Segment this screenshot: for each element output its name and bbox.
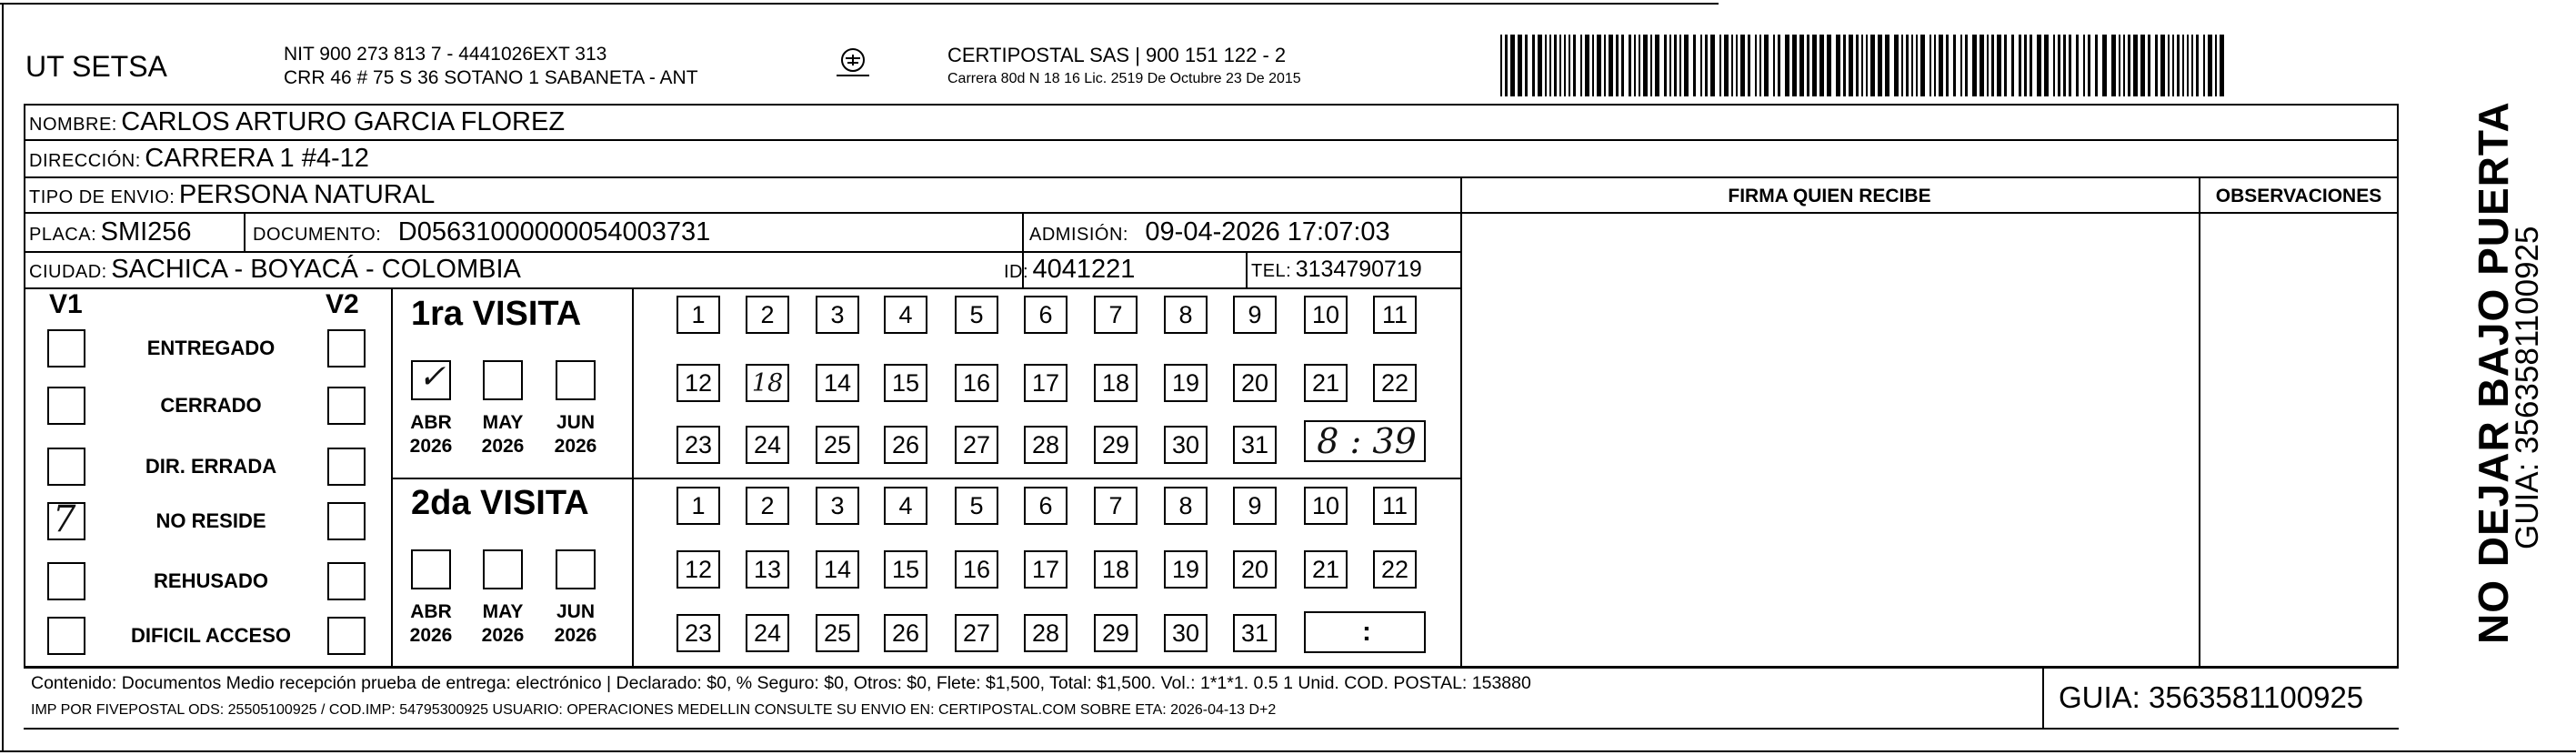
month-year: 2026	[481, 436, 525, 457]
day-box[interactable]: 14	[816, 364, 859, 402]
month-year: 2026	[409, 436, 453, 457]
month-label	[546, 411, 605, 458]
top-rule	[0, 3, 1719, 5]
day-box[interactable]: 11	[1373, 296, 1417, 334]
month-name: ABR	[410, 412, 452, 433]
license-line: Carrera 80d N 18 16 Lic. 2519 De Octubre 23 De 2015	[947, 71, 1301, 86]
day-box[interactable]: 1	[677, 487, 720, 525]
month-name: JUN	[556, 601, 595, 622]
carrier-line: CERTIPOSTAL SAS | 900 151 122 - 2	[947, 44, 1287, 66]
left-rule	[2, 3, 4, 750]
second-time-value: :	[1362, 617, 1371, 647]
day-box[interactable]: 12	[677, 550, 720, 589]
month-year: 2026	[409, 625, 453, 646]
v2-checkbox[interactable]	[327, 562, 366, 600]
day-box[interactable]: 16	[955, 364, 998, 402]
direccion-label: DIRECCIÓN:	[29, 151, 141, 171]
day-box[interactable]: 10	[1304, 296, 1348, 334]
day-box[interactable]: 6	[1024, 487, 1067, 525]
day-box[interactable]: 29	[1094, 426, 1138, 464]
id-label: ID:	[1004, 262, 1029, 282]
day-box[interactable]: 7	[1094, 296, 1138, 334]
side-guia-text: GUIA: 3563581100925	[2510, 226, 2545, 549]
day-box[interactable]: 17	[1024, 364, 1067, 402]
status-label: ENTREGADO	[146, 337, 276, 359]
v1-checkbox[interactable]	[47, 448, 85, 486]
month-year: 2026	[481, 625, 525, 646]
month-checkbox[interactable]	[411, 360, 451, 400]
day-box[interactable]: 4	[884, 296, 927, 334]
day-box[interactable]: 1	[677, 296, 720, 334]
month-year: 2026	[554, 436, 597, 457]
v2-checkbox[interactable]	[327, 448, 366, 486]
footer-divider	[2042, 667, 2044, 728]
day-box[interactable]: 26	[884, 426, 927, 464]
firma-header: FIRMA QUIEN RECIBE	[1728, 186, 1931, 206]
row-line-4	[24, 251, 1460, 253]
month-name: ABR	[410, 601, 452, 622]
month-checkbox[interactable]	[556, 360, 596, 400]
day-box[interactable]: 15	[884, 364, 927, 402]
day-box[interactable]: 4	[884, 487, 927, 525]
day-box[interactable]: 9	[1233, 296, 1277, 334]
day-box[interactable]: 29	[1094, 614, 1138, 652]
placa-value: SMI256	[100, 217, 192, 247]
day-box[interactable]: 6	[1024, 296, 1067, 334]
day-box[interactable]: 24	[746, 426, 789, 464]
row-line-1	[24, 139, 2399, 141]
day-box[interactable]: 23	[677, 614, 720, 652]
observaciones-header: OBSERVACIONES	[2215, 186, 2382, 206]
nombre-label: NOMBRE:	[29, 115, 117, 135]
day-box[interactable]: 25	[816, 426, 859, 464]
company-name: UT SETSA	[25, 50, 167, 83]
day-box[interactable]: 13	[746, 550, 789, 589]
v1-checkbox[interactable]	[47, 387, 85, 425]
firma-header-line	[1460, 212, 2399, 214]
day-box[interactable]: 22	[1373, 364, 1417, 402]
status-label: DIR. ERRADA	[145, 455, 277, 478]
day-box[interactable]: 7	[1094, 487, 1138, 525]
day-box[interactable]: 12	[677, 364, 720, 402]
documento-value: D05631000000054003731	[397, 217, 711, 247]
tipo-label: TIPO DE ENVIO:	[29, 187, 175, 207]
bottom-rule	[0, 750, 2576, 752]
side-guia	[2470, 149, 2545, 549]
status-label: REHUSADO	[154, 569, 268, 592]
footer-imp: IMP POR FIVEPOSTAL ODS: 25505100925 / COD.IMP: 54795300925 USUARIO: OPERACIONES MEDELLIN CONSULTE SU ENVIO EN: CERTIPOSTAL.COM SOBRE ETA: 2026-04-13 D+2	[31, 702, 1277, 718]
barcode	[1498, 33, 2228, 98]
first-time-box[interactable]	[1304, 420, 1426, 462]
documento-label: DOCUMENTO:	[253, 225, 382, 245]
ciudad-label: CIUDAD:	[29, 262, 107, 282]
month-label	[402, 600, 460, 648]
day-box[interactable]: 11	[1373, 487, 1417, 525]
day-box[interactable]: 28	[1024, 426, 1067, 464]
day-box[interactable]: 21	[1304, 550, 1348, 589]
footer-bottom-line	[24, 728, 2399, 730]
month-name: JUN	[556, 412, 595, 433]
day-box[interactable]: 3	[816, 487, 859, 525]
month-label	[474, 411, 532, 458]
day-box[interactable]: 27	[955, 426, 998, 464]
first-visit-title: 1ra VISITA	[411, 295, 582, 333]
v1-checkbox[interactable]	[47, 498, 85, 540]
day-box[interactable]: 31	[1233, 614, 1277, 652]
tipo-value: PERSONA NATURAL	[178, 180, 436, 209]
month-checkbox[interactable]	[483, 360, 523, 400]
month-checkbox[interactable]	[483, 549, 523, 589]
day-box[interactable]: 8	[1164, 296, 1208, 334]
v2-checkbox[interactable]	[327, 502, 366, 540]
day-box[interactable]: 2	[746, 296, 789, 334]
address-line: CRR 46 # 75 S 36 SOTANO 1 SABANETA - ANT	[284, 67, 698, 88]
day-box[interactable]: 2	[746, 487, 789, 525]
placa-label: PLACA:	[29, 225, 97, 245]
day-box[interactable]: 31	[1233, 426, 1277, 464]
month-check-mark: ✓	[418, 358, 446, 396]
day-box[interactable]: 20	[1233, 364, 1277, 402]
month-year: 2026	[554, 625, 597, 646]
placa-divider	[244, 212, 246, 251]
day-box[interactable]: 30	[1164, 426, 1208, 464]
tel-value: 3134790719	[1295, 257, 1422, 282]
second-visit-title: 2da VISITA	[411, 484, 589, 522]
day-box[interactable]: 18	[746, 364, 789, 402]
certipostal-logo	[835, 45, 871, 82]
col-obs-left	[2199, 176, 2200, 667]
status-label: DIFICIL ACCESO	[130, 624, 291, 647]
month-label	[402, 411, 460, 458]
day-box[interactable]: 17	[1024, 550, 1067, 589]
month-label	[546, 600, 605, 648]
day-box[interactable]: 9	[1233, 487, 1277, 525]
day-box[interactable]: 14	[816, 550, 859, 589]
row-line-2	[24, 176, 2399, 178]
side-warning	[2412, 101, 2517, 644]
nit-line: NIT 900 273 813 7 - 4441026EXT 313	[284, 44, 607, 65]
day-box[interactable]: 21	[1304, 364, 1348, 402]
admision-label: ADMISIÓN:	[1029, 225, 1128, 245]
status-label: NO RESIDE	[155, 509, 266, 532]
day-box[interactable]: 18	[1094, 364, 1138, 402]
day-box[interactable]: 19	[1164, 364, 1208, 402]
tel-divider	[1246, 251, 1248, 287]
v2-checkbox[interactable]	[327, 617, 366, 655]
v1-checkbox[interactable]	[47, 562, 85, 600]
day-box[interactable]: 3	[816, 296, 859, 334]
month-checkbox[interactable]	[556, 549, 596, 589]
day-box[interactable]: 18	[1094, 550, 1138, 589]
month-label	[474, 600, 532, 648]
day-box[interactable]: 26	[884, 614, 927, 652]
side-main-text: NO DEJAR BAJO PUERTA	[2470, 101, 2517, 644]
day-box[interactable]: 15	[884, 550, 927, 589]
v2-label: V2	[326, 289, 359, 319]
tel-label: TEL:	[1251, 261, 1292, 281]
day-box[interactable]: 5	[955, 487, 998, 525]
day-box[interactable]: 5	[955, 296, 998, 334]
second-time-box[interactable]	[1304, 611, 1426, 653]
id-value: 4041221	[1032, 255, 1136, 284]
ciudad-value: SACHICA - BOYACÁ - COLOMBIA	[111, 255, 521, 284]
day-box[interactable]: 19	[1164, 550, 1208, 589]
day-box[interactable]: 27	[955, 614, 998, 652]
nombre-value: CARLOS ARTURO GARCIA FLOREZ	[121, 107, 566, 136]
direccion-value: CARRERA 1 #4-12	[145, 144, 369, 173]
month-name: MAY	[482, 601, 524, 622]
month-checkbox[interactable]	[411, 549, 451, 589]
day-box[interactable]: 25	[816, 614, 859, 652]
v1-checkbox[interactable]	[47, 617, 85, 655]
day-box[interactable]: 23	[677, 426, 720, 464]
day-box[interactable]: 8	[1164, 487, 1208, 525]
month-name: MAY	[482, 412, 524, 433]
first-time-value: 8 : 39	[1317, 421, 1417, 461]
day-box[interactable]: 20	[1233, 550, 1277, 589]
day-box[interactable]: 24	[746, 614, 789, 652]
status-label: CERRADO	[160, 394, 262, 417]
day-box[interactable]: 30	[1164, 614, 1208, 652]
v1-checkbox[interactable]	[47, 329, 85, 367]
visit-divider	[391, 478, 1460, 479]
v1-label: V1	[49, 289, 83, 319]
admision-value: 09-04-2026 17:07:03	[1145, 217, 1390, 247]
day-box[interactable]: 28	[1024, 614, 1067, 652]
v1-check-mark: 7	[53, 498, 76, 540]
col-firma-left	[1460, 176, 1462, 667]
day-box[interactable]: 10	[1304, 487, 1348, 525]
footer-guia: GUIA: 3563581100925	[2059, 680, 2364, 714]
v2-checkbox[interactable]	[327, 329, 366, 367]
footer-contenido: Contenido: Documentos Medio recepción prueba de entrega: electrónico | Declarado: $0, % Seguro: $0, Otros: $0, Flete: $1,500, Total: $1,500. Vol.: 1*1*1. 0.5 1 Unid. COD. POSTAL: 153880	[31, 673, 1531, 693]
v2-checkbox[interactable]	[327, 387, 366, 425]
row-line-5	[24, 287, 1460, 289]
day-box[interactable]: 22	[1373, 550, 1417, 589]
day-box[interactable]: 16	[955, 550, 998, 589]
